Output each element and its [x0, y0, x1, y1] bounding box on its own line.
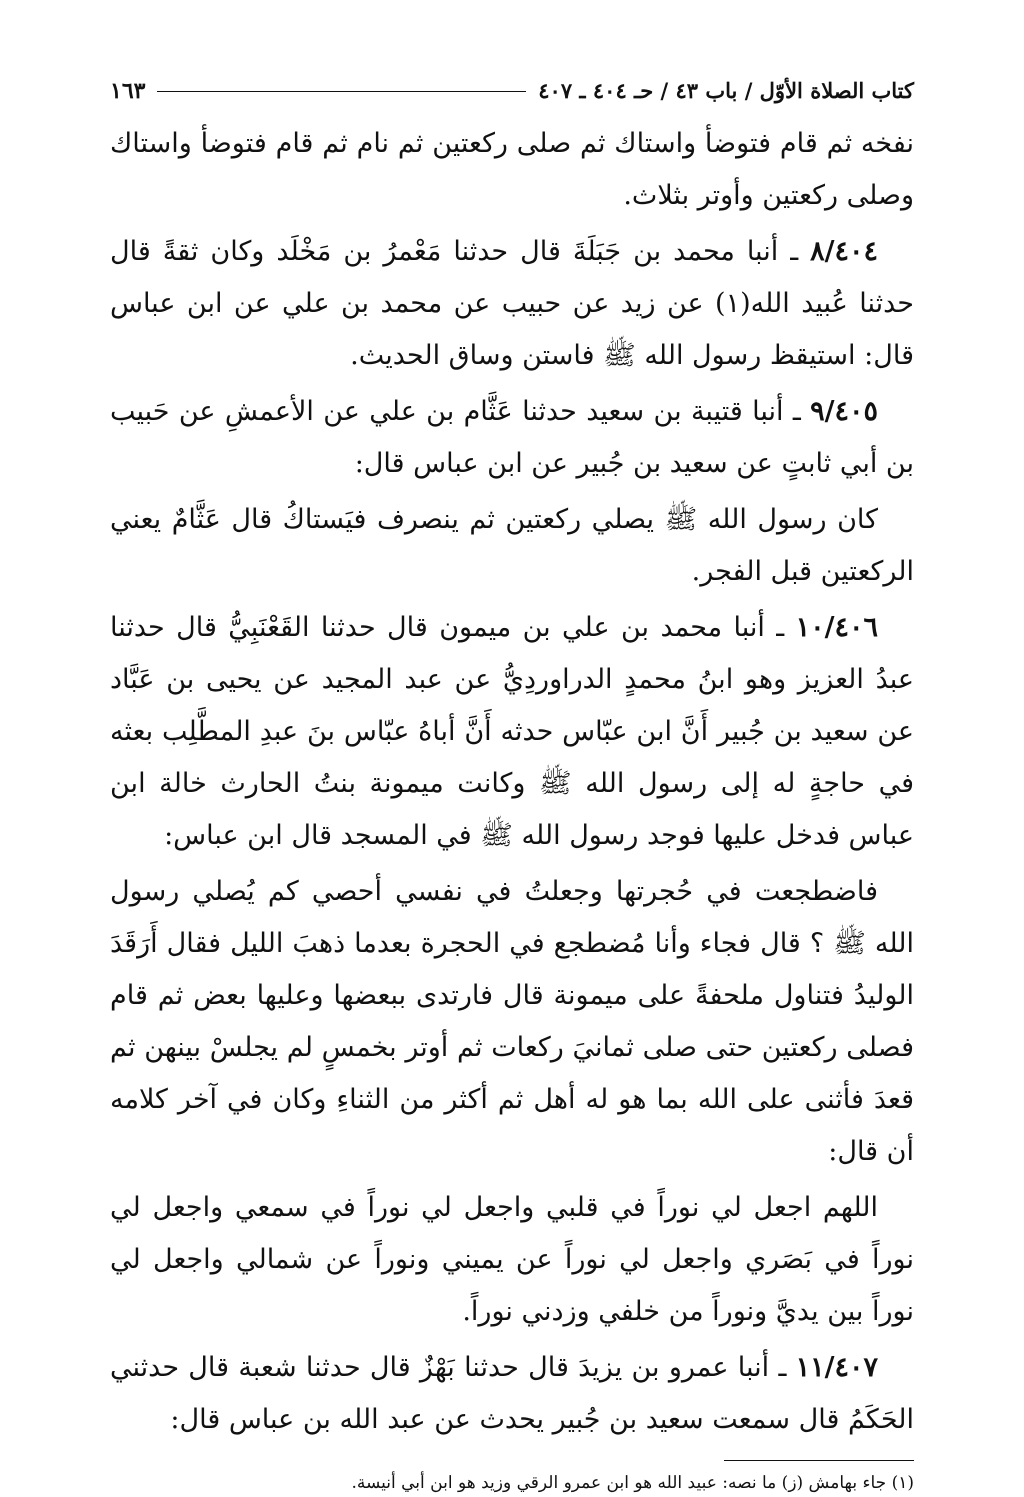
paragraph-text: كان رسول الله ﷺ يصلي ركعتين ثم ينصرف فيَستاكُ قال عَثَّامٌ يعني الركعتين قبل الفجر. — [110, 504, 914, 587]
paragraph-text: نفخه ثم قام فتوضأ واستاك ثم صلى ركعتين ثم نام ثم قام فتوضأ واستاك وصلى ركعتين وأوتر بثلاث. — [110, 128, 914, 211]
quote-paragraph — [110, 1182, 914, 1338]
paragraph-text: ـ أنبا قتيبة بن سعيد حدثنا عَثَّام بن علي عن الأعمشِ عن حَبيب بن أبي ثابتٍ عن سعيد بن جُبير عن ابن عباس قال: — [110, 396, 914, 479]
hadith-number: ١٠/٤٠٦ — [795, 612, 878, 643]
main-text — [110, 118, 914, 1446]
header-title: كتاب الصلاة الأوّل / باب ٤٣ / حـ ٤٠٤ ـ ٤٠٧ — [538, 78, 914, 103]
page-number: ١٦٣ — [110, 78, 146, 104]
quote-paragraph — [110, 866, 914, 1178]
footnote: (١) جاء بهامش (ز) ما نصه: عبيد الله هو ابن عمرو الرقي وزيد هو ابن أبي أنيسة. — [351, 1473, 914, 1493]
paragraph — [110, 118, 914, 222]
footnote-rule — [724, 1460, 914, 1461]
hadith-paragraph — [110, 226, 914, 382]
paragraph-text: اللهم اجعل لي نوراً في قلبي واجعل لي نوراً في سمعي واجعل لي نوراً في بَصَري واجعل لي نوراً عن يميني ونوراً عن شمالي واجعل لي نوراً بين يديَّ ونوراً من خلفي وزدني نوراً. — [110, 1192, 914, 1327]
hadith-number: ٩/٤٠٥ — [810, 396, 878, 427]
hadith-number: ١١/٤٠٧ — [795, 1352, 878, 1383]
running-header — [110, 78, 914, 118]
header-rule — [157, 91, 526, 92]
paragraph-text: ـ أنبا عمرو بن يزيدَ قال حدثنا بَهْزٌ قال حدثنا شعبة قال حدثني الحَكَمُ قال سمعت سعيد بن جُبير يحدث عن عبد الله بن عباس قال: — [110, 1352, 914, 1435]
hadith-paragraph — [110, 602, 914, 862]
paragraph-text: فاضطجعت في حُجرتها وجعلتُ في نفسي أحصي كم يُصلي رسول الله ﷺ ؟ قال فجاء وأنا مُضطجع في الحجرة بعدما ذهبَ الليل فقال أَرَقَدَ الوليدُ فتناول ملحفةً على ميمونة قال فارتدى ببعضها وعليها بعض ثم قام فصلى ركعتين حتى صلى ثمانيَ ركعات ثم أوتر بخمسٍ لم يجلسْ بينهن ثم قعدَ فأثنى على الله بما هو له أهل ثم أكثر من الثناءِ وكان في آخر كلامه أن قال: — [110, 876, 914, 1167]
quote-paragraph — [110, 494, 914, 598]
hadith-number: ٨/٤٠٤ — [810, 236, 878, 267]
paragraph-text: ـ أنبا محمد بن علي بن ميمون قال حدثنا القَعْنَبِيُّ قال حدثنا عبدُ العزيز وهو ابنُ محمدٍ الدراوردِيُّ عن عبد المجيد عن يحيى بن عَبَّاد عن سعيد بن جُبير أَنَّ ابن عبّاس حدثه أَنَّ أباهُ عبّاس بنَ عبدِ المطَّلِب بعثه في حاجةٍ له إلى رسول الله ﷺ وكانت ميمونة بنتُ الحارث خالة ابن عباس فدخل عليها فوجد رسول الله ﷺ في المسجد قال ابن عباس: — [110, 612, 914, 851]
hadith-paragraph — [110, 386, 914, 490]
hadith-paragraph — [110, 1342, 914, 1446]
paragraph-text: ـ أنبا محمد بن جَبَلَةَ قال حدثنا مَعْمرُ بن مَخْلَد وكان ثقةً قال حدثنا عُبيد الله(١) عن زيد عن حبيب عن محمد بن علي عن ابن عباس قال: استيقظ رسول الله ﷺ فاستن وساق الحديث. — [110, 236, 914, 371]
